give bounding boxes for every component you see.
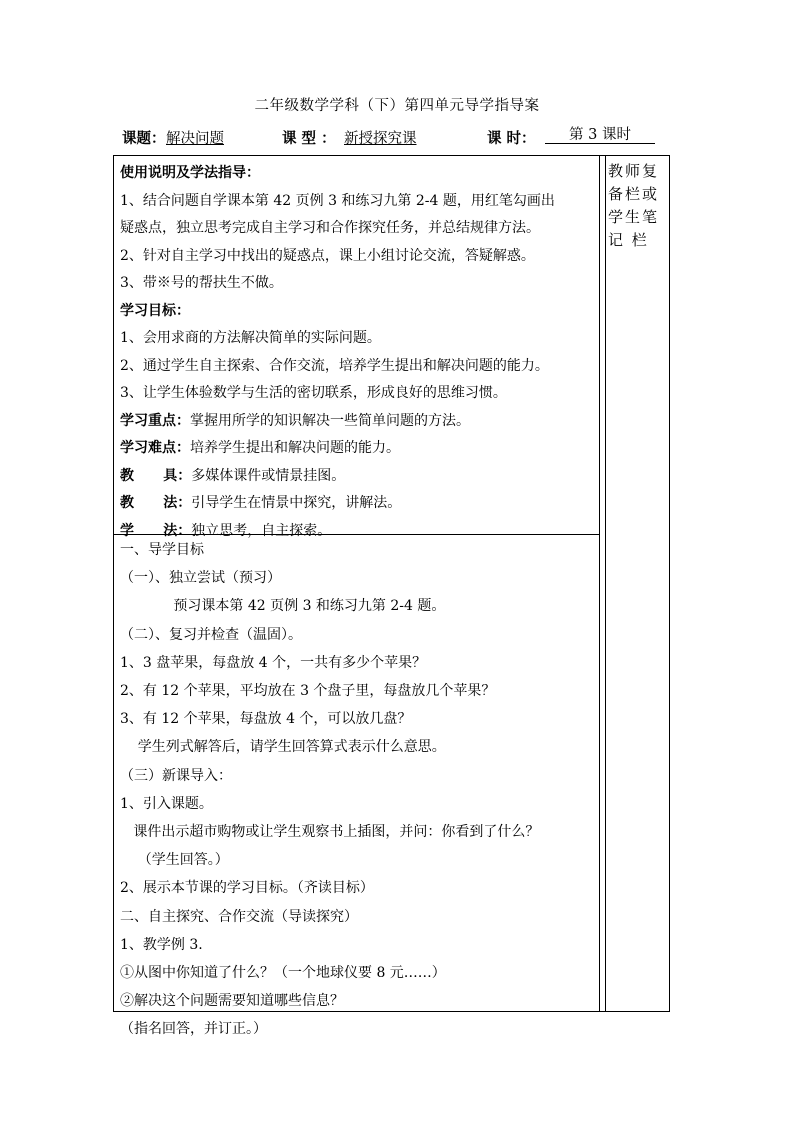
notes-column xyxy=(608,160,666,252)
body-line: 3、有 12 个苹果，每盘放 4 个，可以放几盘？ xyxy=(120,711,412,728)
goal-line: 3、让学生体验数学与生活的密切联系，形成良好的思维习惯。 xyxy=(120,385,507,401)
notes-line: 记 栏 xyxy=(608,231,649,249)
tools-text: 多媒体课件或情景挂图。 xyxy=(191,467,346,484)
difficulty-label: 学习难点： xyxy=(120,440,190,456)
key-point xyxy=(120,408,600,436)
lesson-body xyxy=(120,536,600,1044)
notes-line: 备栏或 xyxy=(608,185,660,203)
body-line: 1、3 盘苹果，每盘放 4 个，一共有多少个苹果？ xyxy=(120,654,427,671)
key-label: 学习重点： xyxy=(120,412,190,429)
goal-line: 1、会用求商的方法解决简单的实际问题。 xyxy=(120,330,381,346)
difficulty-point xyxy=(120,435,600,463)
usage-line: 3、带※号的帮扶生不做。 xyxy=(120,275,283,291)
body-line: 2、有 12 个苹果，平均放在 3 个盘子里，每盘放几个苹果？ xyxy=(120,683,496,700)
tools-row xyxy=(120,463,600,491)
body-line: 学生列式解答后，请学生回答算式表示什么意思。 xyxy=(120,739,446,756)
body-line: （学生回答。） xyxy=(120,852,229,869)
notes-line: 教师复 xyxy=(608,162,660,180)
teach-row xyxy=(120,490,600,518)
body-line: ①从图中你知道了什么？（一个地球仪要 8 元……） xyxy=(120,965,446,982)
page-title: 二年级数学学科（下）第四单元导学指导案 xyxy=(254,98,540,114)
body-line: 1、引入课题。 xyxy=(120,795,213,812)
difficulty-text: 培养学生提出和解决问题的能力。 xyxy=(190,440,400,456)
body-line: （一）、独立尝试（预习） xyxy=(120,570,281,587)
usage-heading: 使用说明及学法指导： xyxy=(120,165,260,181)
teach-text: 引导学生在情景中探究，讲解法。 xyxy=(191,495,402,511)
type-label: 课 型 ： xyxy=(282,130,336,147)
goals-heading: 学习目标： xyxy=(120,302,190,319)
body-line: 2、展示本节课的学习目标。（齐读目标） xyxy=(120,880,374,897)
body-line: （三）新课导入： xyxy=(120,767,232,784)
key-text: 掌握用所学的知识解决一些简单问题的方法。 xyxy=(190,412,470,429)
body-line: 1、教学例 3. xyxy=(120,936,203,953)
usage-line: 2、针对自主学习中找出的疑惑点，课上小组讨论交流，答疑解惑。 xyxy=(120,247,535,264)
period-value: 第 3 课时 xyxy=(545,127,655,144)
notes-line: 学生笔 xyxy=(608,208,660,226)
usage-line: 1、结合问题自学课本第 42 页例 3 和练习九第 2-4 题，用红笔勾画出 xyxy=(120,192,555,209)
type-value: 新授探究课 xyxy=(344,131,417,147)
section-heading: 一、导学目标 xyxy=(120,542,204,558)
teach-label: 教 法： xyxy=(120,495,192,511)
period-label: 课 时： xyxy=(487,130,536,147)
guide-section xyxy=(120,160,600,545)
topic-value: 解决问题 xyxy=(166,131,224,147)
learn-text: 独立思考，自主探索。 xyxy=(191,522,332,539)
body-line: ②解决这个问题需要知道哪些信息？ xyxy=(120,993,344,1010)
section-heading: 二、自主探究、合作交流（导读探究） xyxy=(120,908,358,925)
body-line: 课件出示超市购物或让学生观察书上插图，并问：你看到了什么？ xyxy=(120,824,540,841)
topic-label: 课题： xyxy=(122,130,166,147)
body-line: 预习课本第 42 页例 3 和练习九第 2-4 题。 xyxy=(120,598,446,615)
usage-line: 疑惑点，独立思考完成自主学习和合作探究任务，并总结规律方法。 xyxy=(120,220,540,236)
body-line: （二）、复习并检查（温固）。 xyxy=(120,626,302,643)
column-divider-inner xyxy=(605,155,606,1012)
goal-line: 2、通过学生自主探索、合作交流，培养学生提出和解决问题的能力。 xyxy=(120,357,549,374)
tools-label: 教 具： xyxy=(120,467,192,484)
learn-label: 学 法： xyxy=(120,522,192,539)
body-line: （指名回答，并订正。） xyxy=(120,1021,267,1038)
